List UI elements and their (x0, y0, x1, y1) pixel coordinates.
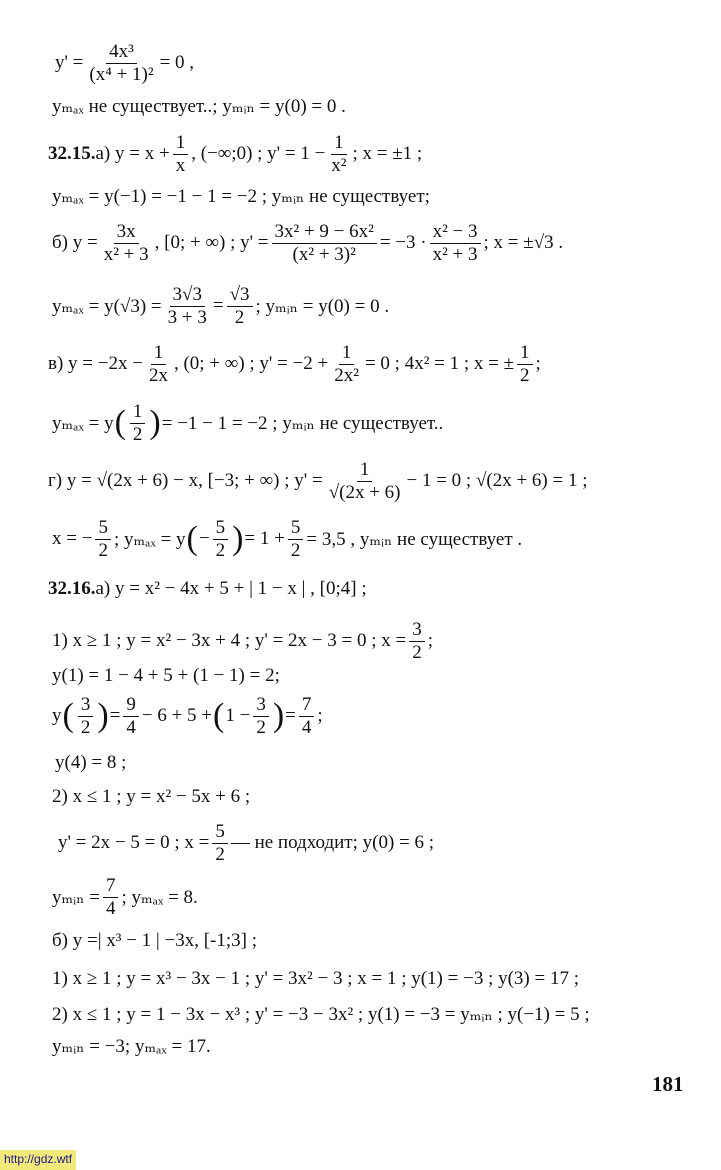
formula-line-l12 (52, 620, 433, 663)
formula-line-l4 (52, 185, 430, 208)
fraction-denominator: 2 (520, 364, 530, 386)
formula-text: б) y = (52, 232, 98, 254)
formula-text: = −1 − 1 = −2 ; yₘᵢₙ не существует.. (161, 412, 444, 434)
fraction-numerator: 3√3 (170, 285, 205, 307)
fraction-denominator: 2 (80, 716, 91, 738)
formula-text: − 6 + 5 + (141, 705, 213, 727)
fraction-denominator: 2x (148, 364, 168, 386)
formula-text: ; x = ±√3 . (483, 232, 564, 254)
formula-line-l5 (52, 222, 563, 265)
formula-text: = 1 + (244, 528, 285, 550)
fraction (101, 222, 152, 265)
large-bracket: ) (272, 697, 285, 735)
formula-line-l17 (58, 822, 434, 865)
large-bracket: ( (213, 697, 225, 735)
formula-text: y(4) = 8 ; (55, 752, 127, 773)
fraction-numerator: 3 (409, 620, 425, 642)
fraction-denominator: x (175, 154, 186, 176)
formula-text: 2) x ≤ 1 ; y = x² − 5x + 6 ; (52, 786, 251, 807)
fraction-numerator: 1 (517, 343, 533, 365)
formula-text: 2) x ≤ 1 ; y = 1 − 3x − x³ ; y' = −3 − 3x² ; y(1) = −3 = yₘᵢₙ ; y(−1) = 5 ; (52, 1004, 590, 1025)
fraction (213, 518, 229, 561)
fraction-numerator: 5 (212, 822, 228, 844)
fraction-denominator: 2 (234, 306, 245, 328)
formula-text: x = − (52, 528, 93, 550)
fraction-denominator: 4 (301, 716, 312, 738)
source-url-link[interactable]: http://gdz.wtf (0, 1150, 76, 1170)
fraction-denominator: x² + 3 (103, 243, 149, 265)
fraction-numerator: 3x (114, 222, 139, 244)
formula-text: yₘₐₓ = y(−1) = −1 − 1 = −2 ; yₘᵢₙ не существует; (52, 186, 430, 207)
fraction-numerator: 1 (331, 133, 347, 155)
large-bracket: ) (149, 404, 161, 442)
fraction-numerator: 1 (357, 460, 373, 482)
fraction-denominator: (x⁴ + 1)² (89, 63, 154, 85)
formula-line-l22 (52, 1035, 211, 1058)
formula-line-l11 (48, 578, 367, 600)
formula-text: ; yₘₐₓ = 8. (121, 886, 198, 908)
formula-text: yₘᵢₙ = −3; yₘₐₓ = 17. (52, 1036, 211, 1057)
fraction-denominator: √(2x + 6) (328, 481, 401, 503)
formula-text: = 0 ; 4x² = 1 ; x = ± (364, 353, 515, 375)
fraction-numerator: 3 (78, 695, 94, 717)
page-number: 181 (652, 1072, 684, 1096)
formula-line-l10 (52, 518, 522, 561)
fraction-numerator: 3 (253, 695, 269, 717)
formula-text: б) y =| x³ − 1 | −3x, [-1;3] ; (52, 930, 257, 951)
fraction-numerator: 5 (288, 518, 304, 540)
formula-line-l19 (52, 930, 257, 952)
fraction (331, 343, 362, 386)
formula-text: ; x = ±1 ; (352, 143, 423, 165)
formula-text: 1 − (225, 705, 251, 727)
fraction (78, 695, 94, 738)
formula-text: y' = 2x − 5 = 0 ; x = (58, 832, 210, 854)
formula-text: yₘₐₓ = y(√3) = (52, 295, 162, 317)
problem-number: 32.16. (48, 578, 96, 599)
fraction-numerator: 7 (103, 876, 119, 898)
fraction-numerator: 4x³ (106, 42, 137, 64)
large-bracket: ( (114, 404, 126, 442)
fraction-numerator: 1 (151, 343, 167, 365)
formula-line-l14 (52, 695, 323, 738)
fraction (146, 343, 171, 386)
formula-line-l13 (52, 665, 280, 687)
fraction-denominator: 2 (412, 641, 422, 663)
fraction (212, 822, 228, 865)
fraction (253, 695, 269, 738)
fraction-denominator: 4 (126, 716, 136, 738)
fraction-numerator: 7 (299, 695, 315, 717)
formula-line-l18 (52, 876, 198, 919)
formula-text: − 1 = 0 ; √(2x + 6) = 1 ; (406, 470, 588, 492)
formula-text: ; yₘᵢₙ = y(0) = 0 . (255, 295, 390, 317)
fraction (95, 518, 111, 561)
formula-text: ; yₘₐₓ = y (113, 528, 186, 550)
formula-text: г) y = √(2x + 6) − x, [−3; + ∞) ; y' = (48, 470, 323, 492)
formula-text: а) y = x² − 4x + 5 + | 1 − x | , [0;4] ; (95, 578, 367, 599)
large-bracket: ) (97, 697, 109, 735)
fraction (173, 133, 189, 176)
formula-text: − (198, 528, 210, 550)
fraction-denominator: 3 + 3 (167, 306, 207, 328)
formula-text: yₘᵢₙ = (52, 886, 100, 908)
large-bracket: ) (232, 520, 244, 558)
fraction-numerator: √3 (227, 285, 253, 307)
fraction (288, 518, 304, 561)
formula-text: = 3,5 , yₘᵢₙ не существует . (306, 528, 523, 550)
formula-text: = (285, 705, 296, 727)
formula-line-l21 (52, 1003, 590, 1026)
formula-line-l1 (55, 42, 194, 85)
formula-line-l7 (48, 343, 541, 386)
fraction (328, 133, 349, 176)
fraction-denominator: 4 (105, 897, 116, 919)
large-bracket: ( (62, 697, 74, 735)
formula-text: ; (427, 630, 433, 652)
fraction-denominator: 2 (215, 539, 226, 561)
formula-text: в) y = −2x − (48, 353, 143, 375)
large-bracket: ( (186, 520, 198, 558)
formula-text: , (0; + ∞) ; y' = −2 + (173, 353, 329, 375)
fraction-denominator: (x² + 3)² (292, 243, 356, 265)
formula-text: = 0 , (159, 52, 195, 74)
formula-line-l2 (52, 95, 346, 118)
formula-line-l16 (52, 786, 250, 808)
formula-text: 1) x ≥ 1 ; y = x³ − 3x − 1 ; y' = 3x² − 3 ; x = 1 ; y(1) = −3 ; y(3) = 17 ; (52, 968, 579, 989)
formula-text: , [0; + ∞) ; y' = (154, 232, 269, 254)
fraction (86, 42, 156, 85)
formula-text: = (212, 295, 224, 317)
formula-text: = −3 · (379, 232, 427, 254)
fraction-numerator: 1 (339, 343, 355, 365)
formula-text: yₘₐₓ = y (52, 412, 114, 434)
formula-line-l6 (52, 285, 389, 328)
formula-text: yₘₐₓ не существует..; yₘᵢₙ = y(0) = 0 . (52, 96, 346, 117)
formula-line-l8 (52, 402, 443, 445)
fraction-denominator: 2 (98, 539, 108, 561)
formula-text: 1) x ≥ 1 ; y = x² − 3x + 4 ; y' = 2x − 3 = 0 ; x = (52, 630, 407, 652)
fraction (430, 222, 481, 265)
fraction (272, 222, 377, 265)
formula-text: ; (317, 705, 323, 727)
formula-text: ; (535, 353, 541, 375)
fraction (103, 876, 119, 919)
fraction (123, 695, 139, 738)
fraction-denominator: x² (331, 154, 347, 176)
formula-line-l20 (52, 968, 579, 990)
fraction-denominator: 2x² (334, 364, 359, 386)
formula-text: , (−∞;0) ; y' = 1 − (191, 143, 326, 165)
problem-number: 32.15. (48, 143, 96, 165)
fraction (130, 402, 146, 445)
fraction-numerator: 5 (95, 518, 111, 540)
fraction-denominator: 2 (132, 423, 143, 445)
fraction-denominator: 2 (256, 716, 266, 738)
formula-line-l15 (55, 752, 126, 774)
formula-text: y' = (55, 52, 84, 74)
formula-line-l9 (48, 460, 588, 503)
formula-text: y(1) = 1 − 4 + 5 + (1 − 1) = 2; (52, 665, 280, 686)
fraction-numerator: x² − 3 (430, 222, 481, 244)
fraction (227, 285, 253, 328)
fraction-denominator: x² + 3 (432, 243, 478, 265)
fraction (299, 695, 315, 738)
formula-text: = (109, 705, 121, 727)
fraction-numerator: 1 (130, 402, 146, 424)
fraction-numerator: 1 (173, 133, 189, 155)
formula-text: а) y = x + (95, 143, 170, 165)
formula-text: y (52, 705, 62, 727)
fraction-numerator: 9 (123, 695, 139, 717)
fraction (165, 285, 210, 328)
fraction-numerator: 5 (213, 518, 229, 540)
formula-text: — не подходит; y(0) = 6 ; (230, 832, 435, 854)
fraction (326, 460, 404, 503)
fraction-numerator: 3x² + 9 − 6x² (272, 222, 377, 244)
fraction-denominator: 2 (290, 539, 301, 561)
formula-line-l3 (48, 133, 422, 176)
fraction-denominator: 2 (215, 843, 225, 865)
fraction (517, 343, 533, 386)
fraction (409, 620, 425, 663)
